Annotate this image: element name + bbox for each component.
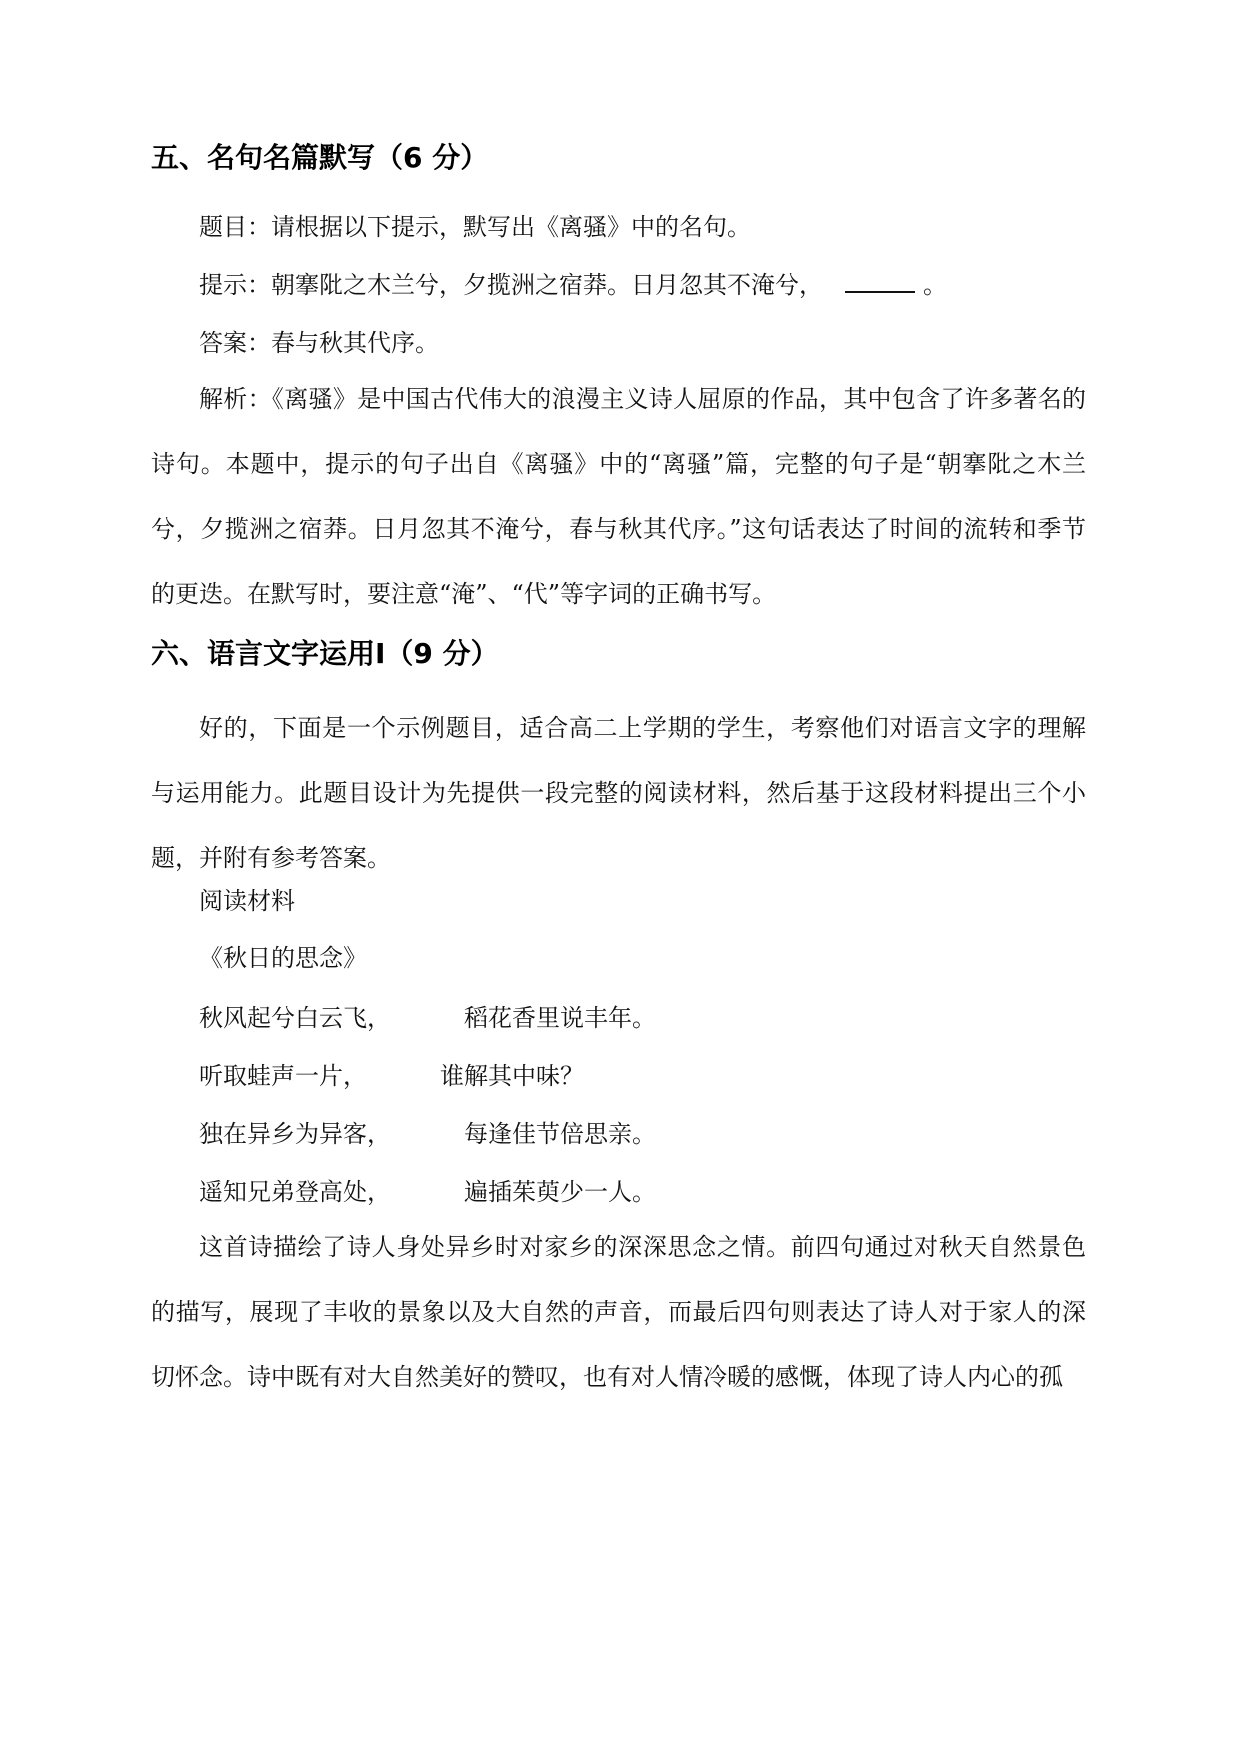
section-5-heading: 五、名句名篇默写（6 分） — [151, 141, 489, 174]
analysis-paragraph: 解析：《离骚》是中国古代伟大的浪漫主义诗人屈原的作品，其中包含了许多著名的诗句。本题中，提示的句子出自《离骚》中的“离骚”篇，完整的句子是“朝搴阰之木兰兮，夕揽洲之宿莽。日月忽其不淹兮，春与秋其代序。”这句话表达了时间的流转和季节的更迭。在默写时，要注意“淹”、“代”等字词的正确书写。 — [151, 385, 1086, 608]
poem-line-4-second: 遍插茱萸少一人。 — [464, 1178, 656, 1206]
poem-title: 《秋日的思念》 — [199, 944, 367, 972]
answer-text: 答案：春与秋其代序。 — [199, 329, 439, 357]
poem-line-1-second: 稻花香里说丰年。 — [464, 1004, 656, 1032]
poem-line-3-first: 独在异乡为异客， — [199, 1120, 391, 1148]
hint-line — [199, 268, 947, 302]
fill-in-blank — [845, 269, 915, 293]
question-text: 题目：请根据以下提示，默写出《离骚》中的名句。 — [199, 213, 751, 241]
poem-line-2-first: 听取蛙声一片， — [199, 1062, 367, 1090]
material-label: 阅读材料 — [199, 887, 295, 915]
hint-end-punct: 。 — [923, 271, 947, 299]
poem-line-1-first: 秋风起兮白云飞， — [199, 1004, 391, 1032]
poem-line-4-first: 遥知兄弟登高处， — [199, 1178, 391, 1206]
hint-text: 提示：朝搴阰之木兰兮，夕揽洲之宿莽。日月忽其不淹兮， — [199, 271, 823, 299]
commentary-paragraph: 这首诗描绘了诗人身处异乡时对家乡的深深思念之情。前四句通过对秋天自然景色的描写，展现了丰收的景象以及大自然的声音，而最后四句则表达了诗人对于家人的深切怀念。诗中既有对大自然美好的赞叹，也有对人情冷暖的感慨，体现了诗人内心的孤 — [151, 1233, 1086, 1391]
intro-paragraph: 好的，下面是一个示例题目，适合高二上学期的学生，考察他们对语言文字的理解与运用能力。此题目设计为先提供一段完整的阅读材料，然后基于这段材料提出三个小题，并附有参考答案。 — [151, 714, 1086, 872]
section-6-heading: 六、语言文字运用Ⅰ（9 分） — [151, 637, 499, 670]
poem-line-2-second: 谁解其中味？ — [440, 1062, 584, 1090]
poem-line-3-second: 每逢佳节倍思亲。 — [464, 1120, 656, 1148]
